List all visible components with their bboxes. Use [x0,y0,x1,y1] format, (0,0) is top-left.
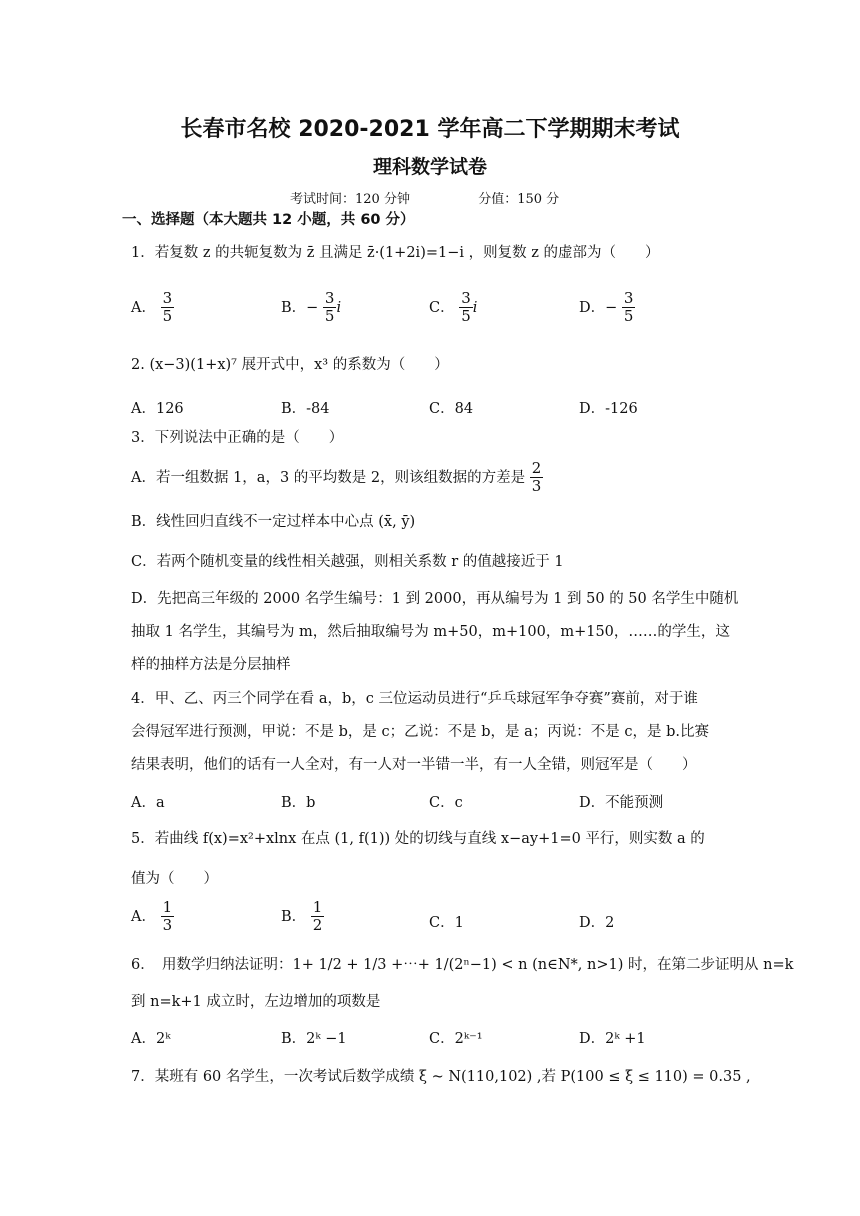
q3-option-d-line1: D．先把高三年级的 2000 名学生编号：1 到 2000，再从编号为 1 到 50 的 50 名学生中随机 [131,591,739,607]
q6-option-a: A．2ᵏ [131,1031,171,1047]
q4-line3: 结果表明，他们的话有一人全对，有一人对一半错一半，有一人全错，则冠军是（ ） [131,757,697,773]
exam-score: 分值：150 分 [478,192,560,207]
q4-option-a: A．a [131,795,165,811]
q4-option-c: C．c [429,795,463,811]
q6-line1: 6． 用数学归纳法证明：1+ 1/2 + 1/3 +⋯+ 1/(2ⁿ−1) < n (n∈N*, n>1) 时，在第二步证明从 n=k [131,957,794,973]
q5-option-d: D．2 [579,915,615,931]
q1-option-c: C． $\frac{3}{5}$ i [429,289,478,326]
q1-option-d: D．− $\frac{3}{5}$ [579,289,634,326]
q6-option-b: B．2ᵏ −1 [281,1031,347,1047]
q5-option-c: C．1 [429,915,464,931]
exam-meta [290,188,559,207]
page-title: 长春市名校 2020-2021 学年高二下学期期末考试 [180,117,680,142]
q4-option-b: B．b [281,795,316,811]
q5-line2: 值为（ ） [131,871,218,887]
q3-option-d-line2: 抽取 1 名学生，其编号为 m，然后抽取编号为 m+50，m+100，m+150，……的学生，这 [131,624,730,640]
q6-option-c: C．2ᵏ⁻¹ [429,1031,483,1047]
q4-option-d: D．不能预测 [579,795,664,811]
q2-option-a: A．126 [131,401,184,417]
q6-option-d: D．2ᵏ +1 [579,1031,646,1047]
q3-option-d-line3: 样的抽样方法是分层抽样 [131,657,291,673]
q5-line1: 5．若曲线 f(x)=x²+xlnx 在点 (1, f(1)) 处的切线与直线 x−ay+1=0 平行，则实数 a 的 [131,831,705,847]
q2-option-b: B．-84 [281,401,330,417]
q3-option-b: B．线性回归直线不一定过样本中心点 (x̄, ȳ) [131,514,416,530]
q5-option-b: B． $\frac{1}{2}$ [281,898,323,935]
exam-time: 考试时间：120 分钟 [290,192,410,207]
q1-stem: 1．若复数 z 的共轭复数为 z̄ 且满足 z̄·(1+2i)=1−i ，则复数 z 的虚部为（ ） [131,245,660,261]
q1-option-a: A． $\frac{3}{5}$ [131,289,173,326]
q4-line1: 4．甲、乙、丙三个同学在看 a，b，c 三位运动员进行“乒乓球冠军争夺赛”赛前，对于谁 [131,691,698,707]
q5-option-a: A． $\frac{1}{3}$ [131,898,173,935]
section-heading: 一、选择题（本大题共 12 小题，共 60 分） [122,212,415,228]
page-subtitle: 理科数学试卷 [372,156,487,178]
q3-option-a: A．若一组数据 1，a，3 的平均数是 2，则该组数据的方差是 $\frac{2}{3}$ [131,459,542,496]
q2-option-c: C．84 [429,401,474,417]
q7-line1: 7．某班有 60 名学生，一次考试后数学成绩 ξ ~ N(110,102) ,若 P(100 ≤ ξ ≤ 110) = 0.35 , [131,1069,751,1085]
q2-option-d: D．-126 [579,401,638,417]
q3-option-c: C．若两个随机变量的线性相关越强，则相关系数 r 的值越接近于 1 [131,554,564,570]
q6-line2: 到 n=k+1 成立时，左边增加的项数是 [131,994,381,1010]
q2-stem: 2. (x−3)(1+x)⁷ 展开式中，x³ 的系数为（ ） [131,357,449,373]
q1-option-b: B．− $\frac{3}{5}$ i [281,289,342,326]
q3-stem: 3．下列说法中正确的是（ ） [131,430,344,446]
q4-line2: 会得冠军进行预测，甲说：不是 b，是 c；乙说：不是 b，是 a；丙说：不是 c，是 b.比赛 [131,724,709,740]
